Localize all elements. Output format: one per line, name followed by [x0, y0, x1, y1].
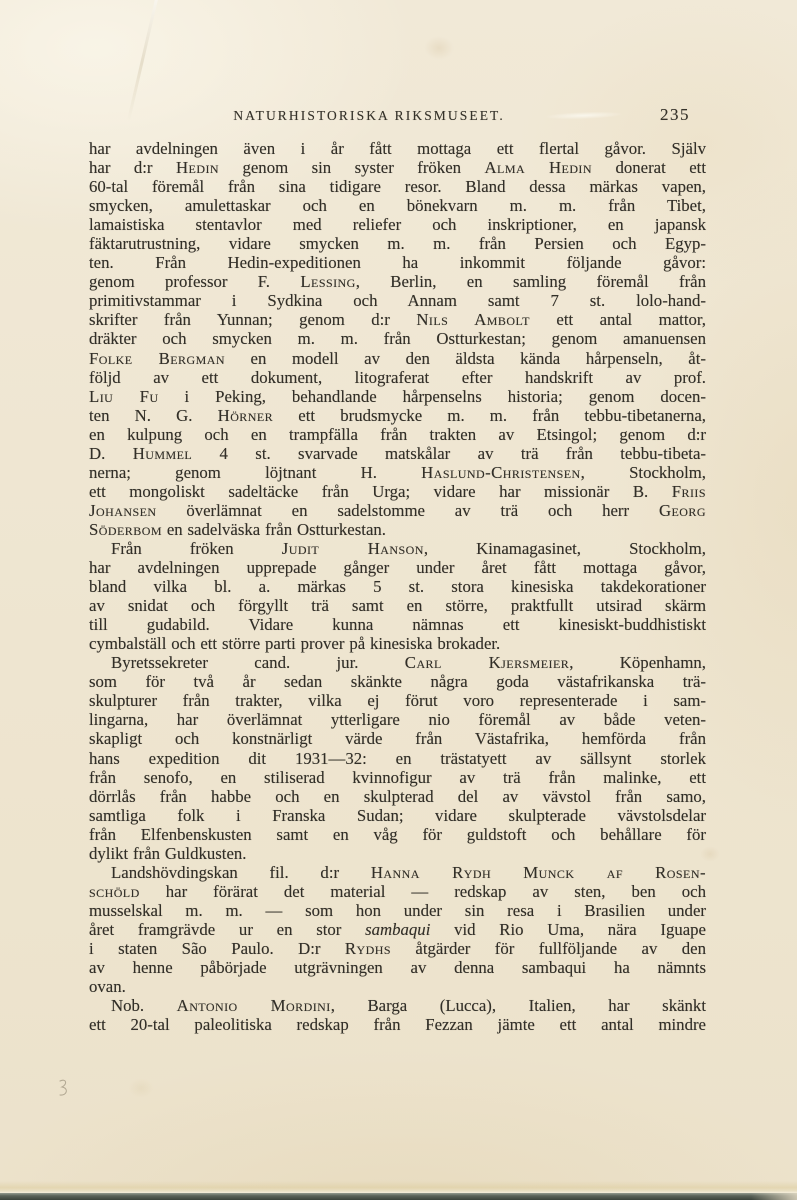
text-run: en modell av den äldsta kända hårpenseln, åt-	[224, 348, 706, 368]
text-line	[89, 1015, 706, 1034]
text-line	[89, 444, 706, 463]
small-caps-name: Georg	[658, 500, 706, 520]
text-run: i staten São Paulo. D:r	[89, 938, 345, 958]
text-line	[89, 615, 706, 634]
text-line	[89, 139, 706, 158]
small-caps-name: Judit Hanson	[281, 538, 424, 558]
text-run: som för två år sedan skänkte några goda västafrikanska trä-	[89, 672, 706, 692]
text-line	[89, 253, 706, 272]
text-run: hans expedition dit 1931—32: en trästatyett av sällsynt storlek	[89, 748, 706, 768]
text-line	[89, 863, 706, 882]
text-run: ovan.	[89, 977, 126, 997]
text-run: Nob.	[111, 996, 177, 1016]
text-line	[89, 882, 706, 901]
text-line	[89, 710, 706, 729]
text-run: samtliga folk i Franska Sudan; vidare skulpterade vävstolsdelar	[89, 805, 706, 825]
text-line	[89, 310, 706, 329]
text-run: följd av ett dokument, litograferat efter handskrift av prof.	[89, 367, 706, 387]
text-line	[89, 539, 706, 558]
text-line	[89, 177, 706, 196]
text-run: lamaistiska stentavlor med reliefer och inskriptioner, en japansk	[89, 215, 706, 235]
small-caps-name: Rydhs	[344, 938, 391, 958]
text-run: smycken, amulettaskar och en bönekvarn m. m. från Tibet,	[89, 196, 706, 216]
text-run: ett 20-tal paleolitiska redskap från Fezzan jämte ett antal mindre	[89, 1015, 706, 1035]
text-line	[89, 768, 706, 787]
small-caps-name: Friis	[671, 481, 706, 501]
small-caps-name: Liu Fu	[89, 386, 159, 406]
small-caps-name: Folke Bergman	[89, 348, 225, 368]
text-line	[89, 558, 706, 577]
text-run: ten. Från Hedin-expeditionen ha inkommit följande gåvor:	[89, 253, 706, 273]
text-line	[89, 844, 706, 863]
text-line	[89, 368, 706, 387]
text-run: genom professor F.	[89, 272, 301, 292]
text-run: ett mongoliskt sadeltäcke från Urga; vidare har missionär B.	[89, 481, 672, 501]
text-line	[89, 939, 706, 958]
text-line	[89, 291, 706, 310]
text-line	[89, 482, 706, 501]
text-run: från Elfenbenskusten samt en våg för guldstoft och behållare för	[89, 824, 706, 844]
text-line	[89, 329, 706, 348]
text-run: Byretssekreter cand. jur.	[111, 653, 405, 673]
text-run: genom sin syster fröken	[219, 158, 485, 178]
small-caps-name: Carl Kjersmeier	[404, 653, 570, 673]
text-line	[89, 349, 706, 368]
text-run: dräkter och smycken m. m. från Ostturkestan; genom amanuensen	[89, 329, 706, 349]
text-line	[89, 234, 706, 253]
text-run: åtgärder för fullföljande av den	[391, 938, 706, 958]
text-run: 4 st. svarvade matskålar av trä från tebbu-tibeta-	[192, 443, 707, 463]
text-line	[89, 787, 706, 806]
foxing-stain	[424, 36, 454, 60]
text-run: av henne påbörjade utgrävningen av denna sambaqui ha nämnts	[89, 958, 706, 978]
text-run: , Stockholm,	[580, 462, 706, 482]
italic-term: sambaqui	[365, 919, 431, 939]
text-line	[89, 958, 706, 977]
text-run: i Peking, behandlande hårpenselns historia; genom docen-	[158, 386, 706, 406]
text-line	[89, 634, 706, 653]
text-run: året framgrävde ur en stor	[89, 919, 366, 939]
small-caps-name: Antonio Mordini	[176, 996, 331, 1016]
text-line	[89, 196, 706, 215]
text-line	[89, 729, 706, 748]
text-line	[89, 806, 706, 825]
text-line	[89, 672, 706, 691]
text-line	[89, 825, 706, 844]
text-run: , Berlin, en samling föremål från	[355, 272, 707, 292]
text-line	[89, 920, 706, 939]
text-run: vid Rio Uma, nära Iguape	[430, 919, 707, 939]
text-line	[89, 463, 706, 482]
text-run: har d:r	[89, 158, 176, 178]
text-run: primitivstammar i Sydkina och Annam samt 7 st. lolo-hand-	[89, 291, 706, 311]
text-line	[89, 977, 706, 996]
text-run: ten N. G.	[89, 405, 218, 425]
text-run: en kulpung och en trampfälla från trakten av Etsingol; genom d:r	[89, 424, 706, 444]
text-run: musselskal m. m. — som hon under sin resa i Brasilien under	[89, 900, 706, 920]
paper-crease	[127, 0, 160, 122]
text-line	[89, 901, 706, 920]
text-run: bland vilka bl. a. märkas 5 st. stora kinesiska takdekorationer	[89, 577, 706, 597]
text-line	[89, 387, 706, 406]
text-run: skulpturer från trakter, vilka ej förut voro representerade i sam-	[89, 691, 706, 711]
text-run: har avdelningen upprepade gånger under året fått mottaga gåvor,	[89, 558, 706, 578]
text-line	[89, 158, 706, 177]
text-line	[89, 215, 706, 234]
text-run: donerat ett	[592, 158, 706, 178]
small-caps-name: Hummel	[132, 443, 193, 463]
text-run: , Kinamagasinet, Stockholm,	[423, 538, 707, 558]
text-run: fäktarutrustning, vidare smycken m. m. från Persien och Egyp-	[89, 234, 706, 254]
small-caps-name: Nils Ambolt	[416, 310, 530, 330]
page-text	[89, 139, 706, 1034]
page-header	[70, 105, 690, 127]
text-run: nerna; genom löjtnant H.	[89, 462, 422, 482]
text-line	[89, 749, 706, 768]
text-line	[89, 272, 706, 291]
text-run: ett brudsmycke m. m. från tebbu-tibetanerna,	[273, 405, 707, 425]
text-line	[89, 596, 706, 615]
small-caps-name: Hanna Rydh Munck af Rosen-	[370, 862, 706, 882]
text-line	[89, 501, 706, 520]
text-run: Landshövdingskan fil. d:r	[111, 862, 371, 882]
text-run: lingarna, har överlämnat ytterligare nio föremål av både veten-	[89, 710, 706, 730]
text-line	[89, 520, 706, 539]
text-line	[89, 653, 706, 672]
page-number: 235	[660, 105, 690, 124]
text-run: 60-tal föremål från sina tidigare resor. Bland dessa märkas vapen,	[89, 177, 706, 197]
text-run: , Köpenhamn,	[569, 653, 707, 673]
text-run: dörrlås från habbe och en skulpterad del av vävstol från samo,	[89, 786, 706, 806]
small-caps-name: Hörner	[217, 405, 274, 425]
text-run: ett antal mattor,	[529, 310, 706, 330]
text-run: skapligt och konstnärligt värde från Västafrika, hemförda från	[89, 729, 706, 749]
text-run: , Barga (Lucca), Italien, har skänkt	[330, 996, 706, 1016]
foxing-stain	[128, 1078, 154, 1098]
text-run: D.	[89, 443, 133, 463]
text-run: skrifter från Yunnan; genom d:r	[89, 310, 417, 330]
page-bottom-edge-highlight	[0, 1181, 797, 1193]
small-caps-name: Lessing	[300, 272, 356, 292]
text-run: till gudabild. Vidare kunna nämnas ett kinesiskt-buddhistiskt	[89, 615, 706, 635]
small-caps-name: Hedin	[175, 158, 220, 178]
text-run: har avdelningen även i år fått mottaga ett flertal gåvor. Själv	[89, 139, 706, 158]
small-caps-name: Söderbom	[89, 519, 162, 539]
text-run: cymbalställ och ett större parti prover på kinesiska brokader.	[89, 634, 501, 654]
text-line	[89, 996, 706, 1015]
text-run: Från fröken	[111, 538, 282, 558]
small-caps-name: Haslund-Christensen	[421, 462, 581, 482]
text-line	[89, 577, 706, 596]
small-caps-name: schöld	[89, 881, 140, 901]
text-run: av snidat och förgyllt trä samt en större, praktfullt utsirad skärm	[89, 596, 706, 616]
text-line	[89, 691, 706, 710]
text-run: dylikt från Guldkusten.	[89, 843, 247, 863]
page-bottom-edge-shadow	[0, 1193, 797, 1200]
text-run: har förärat det material — redskap av sten, ben och	[139, 881, 706, 901]
running-title: NATURHISTORISKA RIKSMUSEET.	[233, 108, 505, 123]
small-caps-name: Alma Hedin	[484, 158, 592, 178]
pencil-squiggle	[56, 1078, 72, 1100]
text-run: överlämnat en sadelstomme av trä och herr	[156, 500, 659, 520]
text-line	[89, 406, 706, 425]
text-line	[89, 425, 706, 444]
text-run: en sadelväska från Ostturkestan.	[161, 519, 386, 539]
text-run: från senofo, en stiliserad kvinnofigur av trä från malinke, ett	[89, 767, 706, 787]
small-caps-name: Johansen	[89, 500, 157, 520]
